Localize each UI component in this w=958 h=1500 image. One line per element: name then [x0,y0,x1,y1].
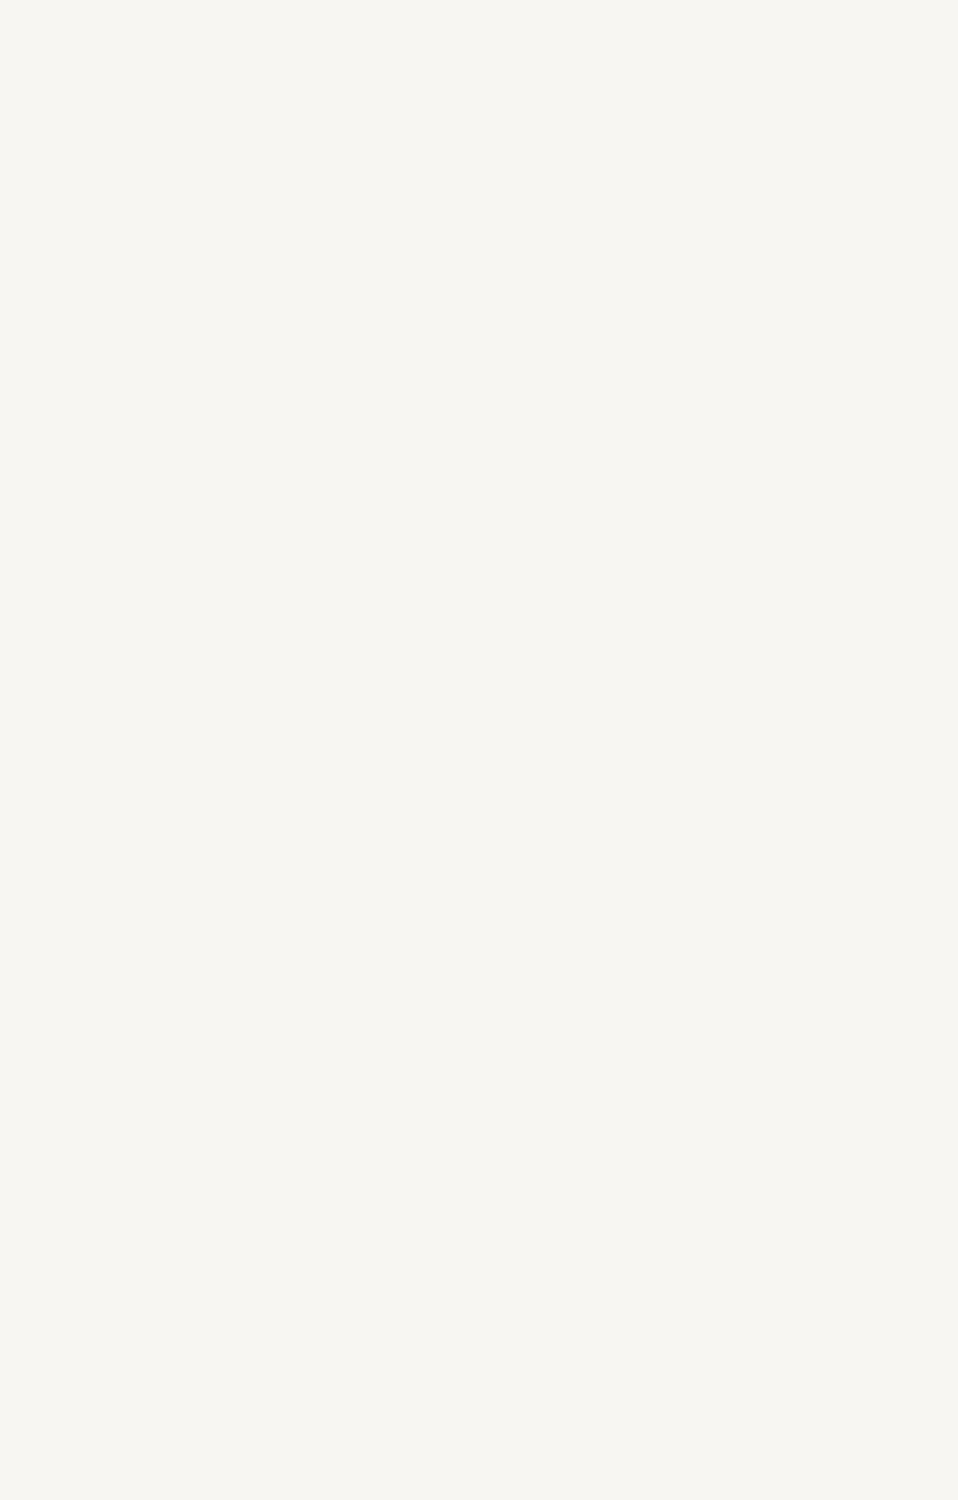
page-header [194,100,866,130]
